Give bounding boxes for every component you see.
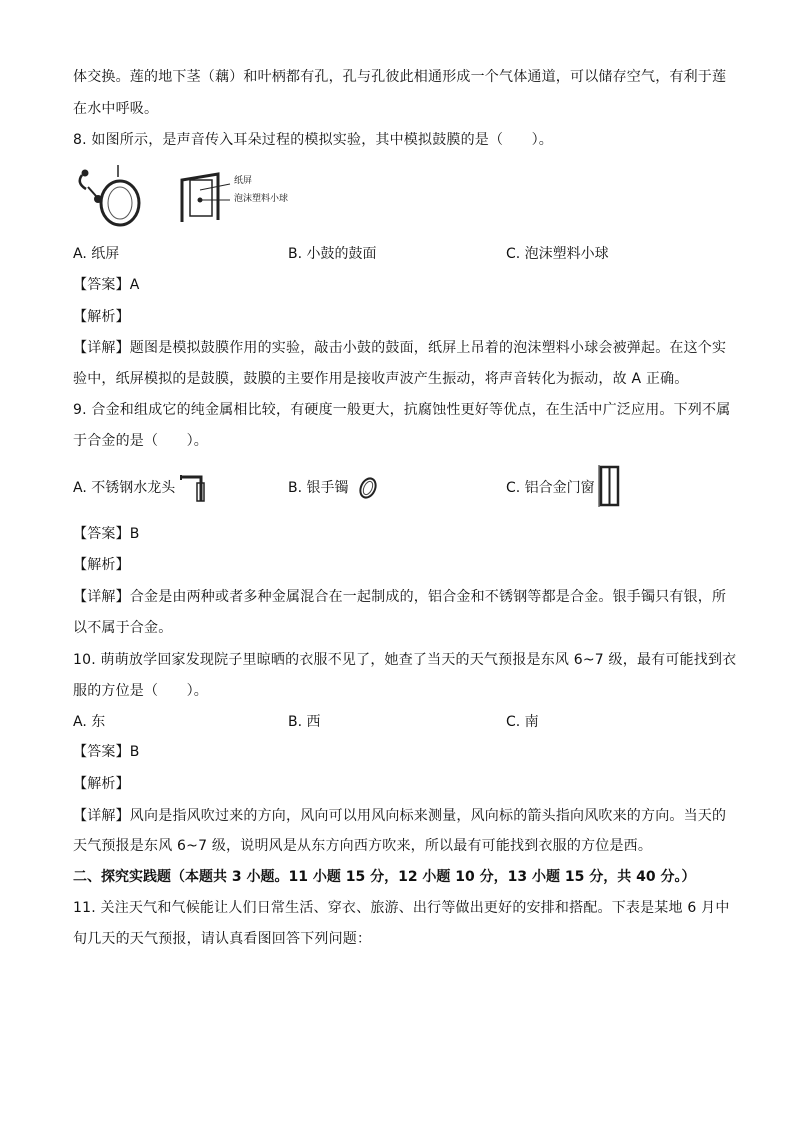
q9-analysis-label: 【解析】 [73, 557, 130, 573]
q9-detail-line-1: 【详解】合金是由两种或者多种金属混合在一起制成的，铝合金和不锈钢等都是合金。银手镯只有银，所 [73, 589, 727, 605]
q8-option-c: C. 泡沫塑料小球 [506, 246, 609, 262]
question-9-stem-line-1: 9. 合金和组成它的纯金属相比较，有硬度一般更大，抗腐蚀性更好等优点，在生活中广泛应用。下列不属 [73, 402, 731, 418]
figure-label-screen: 纸屏 [234, 176, 253, 186]
q8-analysis-label: 【解析】 [73, 309, 130, 325]
section-2-heading: 二、探究实践题（本题共 3 小题。11 小题 15 分，12 小题 10 分，13 小题 15 分，共 40 分。） [73, 869, 696, 885]
question-11-stem-line-1: 11. 关注天气和气候能让人们日常生活、穿衣、旅游、出行等做出更好的安排和搭配。下表是某地 6 月中 [73, 900, 730, 916]
q8-answer: 【答案】A [73, 277, 140, 293]
faucet-image [179, 471, 209, 503]
q8-option-a: A. 纸屏 [73, 246, 120, 262]
question-10-stem-line-1: 10. 萌萌放学回家发现院子里晾晒的衣服不见了，她查了当天的天气预报是东风 6~7 级，最有可能找到衣 [73, 652, 737, 668]
q10-analysis-label: 【解析】 [73, 776, 130, 792]
intro-line-2: 在水中呼吸。 [73, 101, 159, 117]
q10-detail-line-2: 天气预报是东风 6~7 级，说明风是从东方向西方吹来，所以最有可能找到衣服的方位是西。 [73, 838, 653, 854]
q10-option-c: C. 南 [506, 714, 539, 730]
q8-option-b: B. 小鼓的鼓面 [288, 246, 377, 262]
q10-option-a: A. 东 [73, 714, 106, 730]
q9-detail-line-2: 以不属于合金。 [73, 620, 173, 636]
question-9-stem-line-2: 于合金的是（ ）。 [73, 433, 208, 449]
question-10-stem-line-2: 服的方位是（ ）。 [73, 683, 208, 699]
question-8-stem: 8. 如图所示，是声音传入耳朵过程的模拟实验，其中模拟鼓膜的是（ ）。 [73, 132, 554, 148]
bracelet-image [357, 476, 379, 500]
question-11-stem-line-2: 旬几天的天气预报，请认真看图回答下列问题： [73, 931, 372, 947]
q10-answer: 【答案】B [73, 744, 140, 760]
window-image [598, 465, 622, 507]
q9-option-a: A. 不锈钢水龙头 [73, 480, 176, 496]
q9-option-c: C. 铝合金门窗 [506, 480, 595, 496]
figure-label-ball: 泡沫塑料小球 [234, 194, 289, 204]
q9-option-b: B. 银手镯 [288, 480, 349, 496]
q10-detail-line-1: 【详解】风向是指风吹过来的方向，风向可以用风向标来测量，风向标的箭头指向风吹来的方向。当天的 [73, 808, 727, 824]
q8-detail-line-1: 【详解】题图是模拟鼓膜作用的实验，敲击小鼓的鼓面，纸屏上吊着的泡沫塑料小球会被弹起。在这个实 [73, 340, 727, 356]
q8-detail-line-2: 验中，纸屏模拟的是鼓膜，鼓膜的主要作用是接收声波产生振动，将声音转化为振动，故 A 正确。 [73, 371, 689, 387]
q10-option-b: B. 西 [288, 714, 321, 730]
q9-answer: 【答案】B [73, 526, 140, 542]
drum-figure [72, 163, 142, 229]
intro-line-1: 体交换。莲的地下茎（藕）和叶柄都有孔，孔与孔彼此相通形成一个气体通道，可以储存空气，有利于莲 [73, 69, 727, 85]
